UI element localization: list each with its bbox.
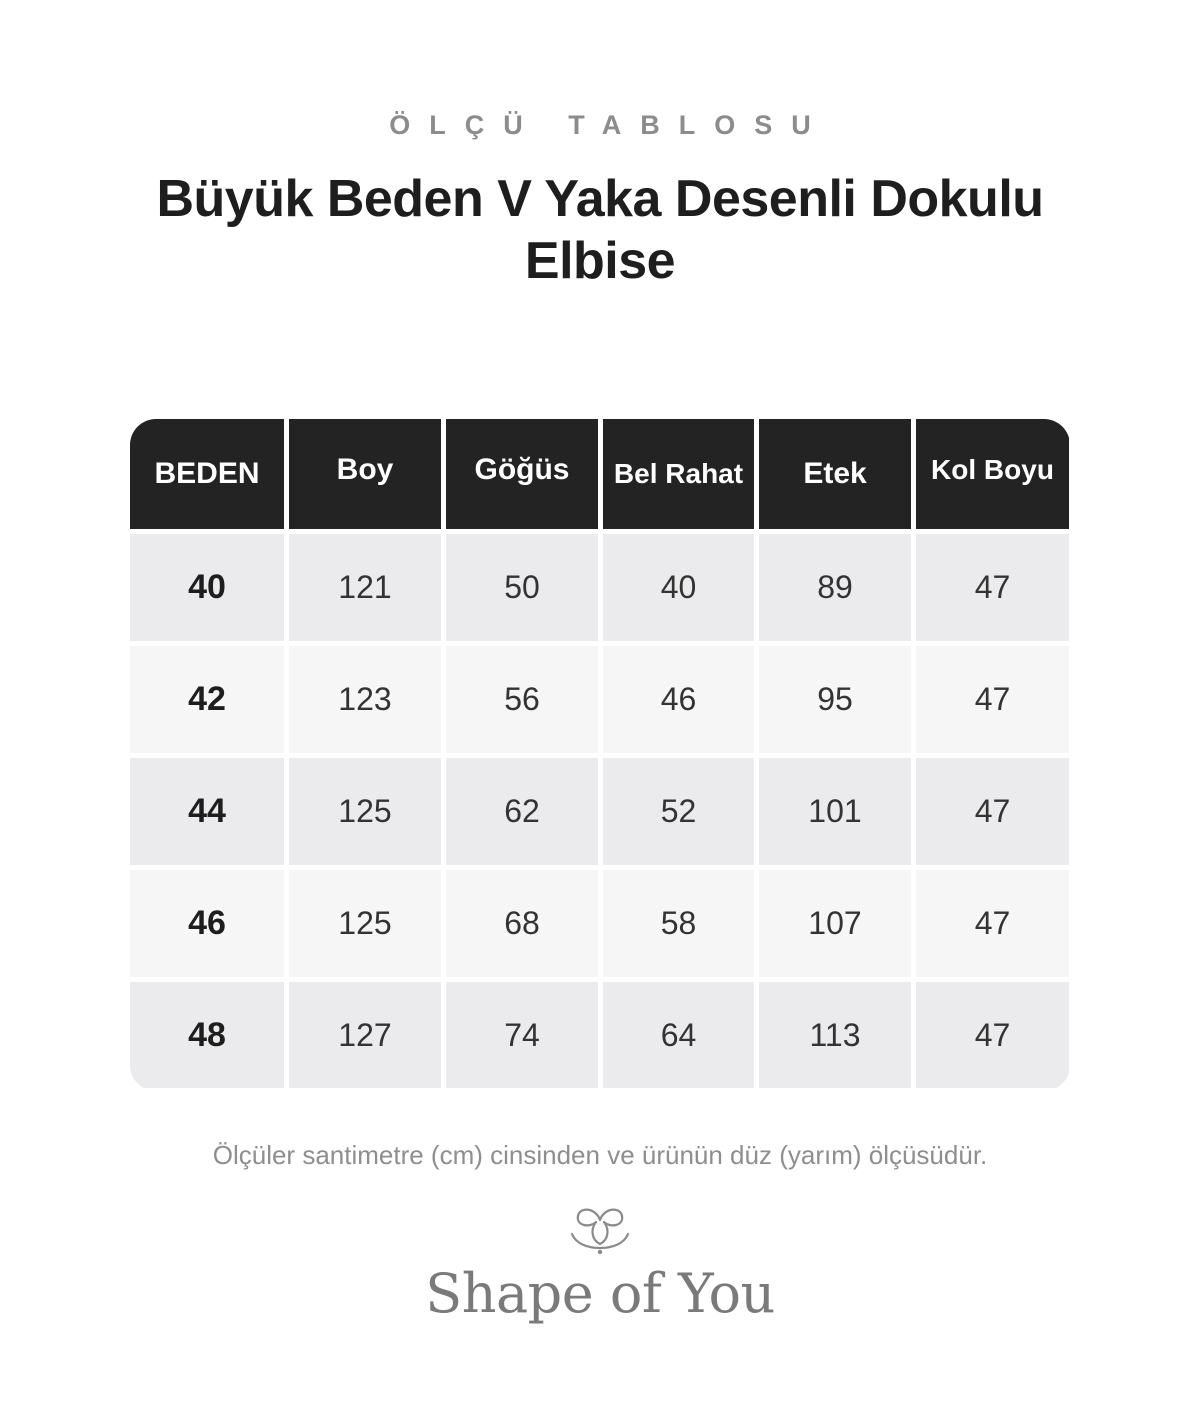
table-cell: 62 (446, 758, 598, 865)
column-header-bel-rahat: Bel Rahat (603, 419, 754, 529)
table-cell: 56 (446, 646, 598, 753)
table-cell: 46 (603, 646, 754, 753)
table-cell: 123 (289, 646, 441, 753)
table-cell: 58 (603, 870, 754, 977)
page-title (100, 168, 1100, 292)
table-cell: 47 (916, 534, 1069, 641)
table-cell-size: 48 (130, 982, 284, 1088)
table-cell: 47 (916, 758, 1069, 865)
page-title-line-2: Elbise (524, 232, 676, 290)
table-cell: 47 (916, 870, 1069, 977)
table-cell-size: 44 (130, 758, 284, 865)
table-cell: 127 (289, 982, 441, 1088)
column-header-etek: Etek (759, 419, 911, 529)
table-cell-size: 46 (130, 870, 284, 977)
brand-name: Shape of You (425, 1262, 775, 1325)
size-table (130, 419, 1070, 1091)
table-cell: 95 (759, 646, 911, 753)
table-cell-size: 42 (130, 646, 284, 753)
table-cell: 125 (289, 758, 441, 865)
table-cell: 74 (446, 982, 598, 1088)
table-cell: 101 (759, 758, 911, 865)
table-cell-size: 40 (130, 534, 284, 641)
table-cell: 52 (603, 758, 754, 865)
measurement-note: Ölçüler santimetre (cm) cinsinden ve ürünün düz (yarım) ölçüsüdür. (212, 1140, 988, 1170)
table-cell: 89 (759, 534, 911, 641)
table-cell: 121 (289, 534, 441, 641)
table-cell: 50 (446, 534, 598, 641)
table-cell: 125 (289, 870, 441, 977)
column-header-kol-boyu: Kol Boyu (916, 419, 1069, 529)
table-cell: 40 (603, 534, 754, 641)
heart-swirl-icon (566, 1200, 634, 1256)
page-kicker: ÖLÇÜ TABLOSU (389, 110, 830, 140)
table-cell: 47 (916, 982, 1069, 1088)
table-cell: 64 (603, 982, 754, 1088)
page-title-line-1: Büyük Beden V Yaka Desenli Dokulu (156, 170, 1044, 228)
table-cell: 68 (446, 870, 598, 977)
column-header-gogus: Göğüs (446, 419, 598, 529)
column-header-boy: Boy (289, 419, 441, 529)
table-cell: 107 (759, 870, 911, 977)
table-cell: 47 (916, 646, 1069, 753)
table-cell: 113 (759, 982, 911, 1088)
column-header-beden: BEDEN (130, 419, 284, 529)
